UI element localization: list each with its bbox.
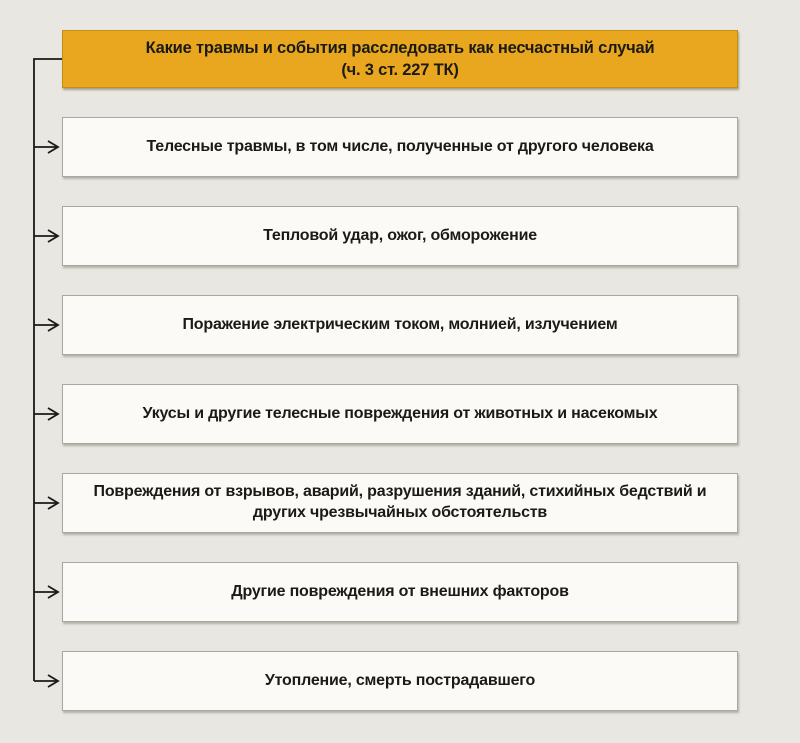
branch-arrows <box>34 141 58 687</box>
header-title-line2: (ч. 3 ст. 227 ТК) <box>341 61 459 79</box>
flow-item-label: Поражение электрическим током, молнией, излучением <box>182 315 618 333</box>
flow-item-label: Телесные травмы, в том числе, полученные от другого человека <box>146 137 654 155</box>
flow-item-other-external-factors <box>62 562 738 622</box>
flow-item-label: Повреждения от взрывов, аварий, разрушения зданий, стихийных бедствий и других чрезвычайных обстоятельств <box>93 483 707 521</box>
flow-item-drowning-death <box>62 651 738 711</box>
flow-item-label: Тепловой удар, ожог, обморожение <box>263 226 537 244</box>
header-title-line1: Какие травмы и события расследовать как несчастный случай <box>145 38 655 57</box>
flow-item-label: Укусы и другие телесные повреждения от животных и насекомых <box>142 404 658 422</box>
header-box <box>62 30 738 88</box>
connector-trunk <box>34 59 62 681</box>
flow-item-electric-shock <box>62 295 738 355</box>
flow-item-heatstroke-burn-frostbite <box>62 206 738 266</box>
flow-item-explosions-disasters <box>62 473 738 533</box>
flow-item-bodily-injuries <box>62 117 738 177</box>
flow-item-label: Утопление, смерть пострадавшего <box>264 671 536 689</box>
flow-item-label: Другие повреждения от внешних факторов <box>231 582 569 600</box>
flow-item-bites <box>62 384 738 444</box>
